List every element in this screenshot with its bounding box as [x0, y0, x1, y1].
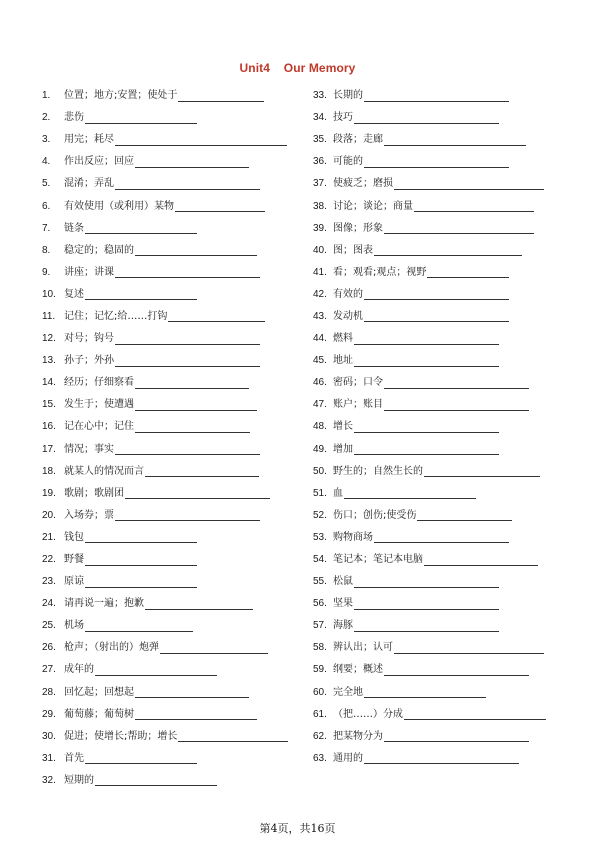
item-number: 57.	[313, 620, 327, 632]
answer-blank[interactable]	[414, 201, 534, 212]
answer-blank[interactable]	[364, 289, 509, 300]
item-prompt: 把某物分为	[333, 730, 383, 742]
vocab-item	[42, 748, 312, 770]
vocab-item	[42, 439, 312, 461]
answer-blank[interactable]	[135, 400, 257, 411]
vocab-column-left	[42, 85, 312, 792]
item-number: 54.	[313, 554, 327, 566]
item-number: 4.	[42, 156, 51, 168]
item-number: 58.	[313, 642, 327, 654]
item-number: 5.	[42, 178, 51, 190]
answer-blank[interactable]	[404, 709, 546, 720]
item-prompt: 链条	[64, 222, 84, 234]
answer-blank[interactable]	[384, 135, 526, 146]
vocab-item	[42, 107, 312, 129]
item-number: 53.	[313, 531, 327, 543]
item-prompt: 图；图表	[333, 244, 373, 256]
vocab-item	[313, 527, 583, 549]
item-number: 42.	[313, 288, 327, 300]
answer-blank[interactable]	[85, 555, 197, 566]
item-prompt: 悲伤	[64, 112, 84, 124]
item-prompt: 笔记本；笔记本电脑	[333, 554, 423, 566]
answer-blank[interactable]	[354, 356, 499, 367]
item-number: 34.	[313, 112, 327, 124]
item-number: 33.	[313, 90, 327, 102]
item-prompt: 图像；形象	[333, 222, 383, 234]
item-prompt: 钱包	[64, 531, 84, 543]
item-number: 23.	[42, 576, 56, 588]
vocab-item	[313, 218, 583, 240]
answer-blank[interactable]	[135, 157, 249, 168]
vocab-item	[313, 704, 583, 726]
answer-blank[interactable]	[135, 378, 249, 389]
vocab-item	[313, 372, 583, 394]
item-number: 37.	[313, 178, 327, 190]
item-number: 47.	[313, 399, 327, 411]
item-number: 13.	[42, 355, 56, 367]
answer-blank[interactable]	[354, 599, 499, 610]
answer-blank[interactable]	[115, 444, 260, 455]
answer-blank[interactable]	[364, 687, 486, 698]
item-prompt: 复述	[64, 288, 84, 300]
vocab-item	[313, 151, 583, 173]
item-prompt: 首先	[64, 752, 84, 764]
vocab-item	[313, 615, 583, 637]
vocab-item	[42, 549, 312, 571]
item-number: 40.	[313, 244, 327, 256]
item-prompt: 增长	[333, 421, 353, 433]
answer-blank[interactable]	[354, 577, 499, 588]
answer-blank[interactable]	[354, 113, 499, 124]
item-prompt: 野餐	[64, 554, 84, 566]
item-prompt: 原谅	[64, 576, 84, 588]
vocab-item	[313, 394, 583, 416]
item-number: 16.	[42, 421, 56, 433]
item-prompt: 记住；记忆;给……打钩	[64, 310, 168, 322]
item-prompt: 纲要；概述	[333, 664, 383, 676]
vocab-item	[313, 328, 583, 350]
answer-blank[interactable]	[384, 400, 529, 411]
item-prompt: 回忆起；回想起	[64, 686, 134, 698]
answer-blank[interactable]	[354, 422, 499, 433]
item-number: 15.	[42, 399, 56, 411]
item-prompt: 有效使用（或利用）某物	[64, 200, 174, 212]
vocab-item	[42, 306, 312, 328]
item-number: 41.	[313, 266, 327, 278]
item-prompt: 长期的	[333, 90, 363, 102]
vocab-item	[42, 637, 312, 659]
item-number: 22.	[42, 554, 56, 566]
item-number: 55.	[313, 576, 327, 588]
item-prompt: 技巧	[333, 112, 353, 124]
item-prompt: 可能的	[333, 156, 363, 168]
vocab-item	[42, 659, 312, 681]
vocab-item	[42, 240, 312, 262]
vocab-item	[313, 748, 583, 770]
item-prompt: 就某人的情况而言	[64, 465, 144, 477]
answer-blank[interactable]	[364, 311, 509, 322]
vocab-item	[313, 505, 583, 527]
vocab-item	[42, 372, 312, 394]
item-number: 6.	[42, 200, 51, 212]
answer-blank[interactable]	[364, 91, 509, 102]
item-prompt: 讲座；讲课	[64, 266, 114, 278]
answer-blank[interactable]	[145, 466, 259, 477]
answer-blank[interactable]	[85, 289, 197, 300]
vocab-item	[313, 682, 583, 704]
item-number: 38.	[313, 200, 327, 212]
answer-blank[interactable]	[427, 267, 509, 278]
answer-blank[interactable]	[384, 665, 529, 676]
answer-blank[interactable]	[354, 334, 499, 345]
item-number: 8.	[42, 244, 51, 256]
item-number: 50.	[313, 465, 327, 477]
answer-blank[interactable]	[85, 577, 197, 588]
vocab-item	[42, 770, 312, 792]
item-prompt: 入场券；票	[64, 509, 114, 521]
item-number: 45.	[313, 355, 327, 367]
item-prompt: 通用的	[333, 752, 363, 764]
vocab-item	[42, 394, 312, 416]
answer-blank[interactable]	[115, 334, 260, 345]
vocab-item	[42, 527, 312, 549]
vocab-item	[313, 461, 583, 483]
answer-blank[interactable]	[135, 709, 257, 720]
vocab-item	[313, 306, 583, 328]
item-prompt: 短期的	[64, 774, 94, 786]
item-number: 3.	[42, 134, 51, 146]
item-prompt: 孙子；外孙	[64, 355, 114, 367]
vocab-item	[42, 195, 312, 217]
item-prompt: 辨认出；认可	[333, 642, 393, 654]
item-prompt: 机场	[64, 620, 84, 632]
item-number: 35.	[313, 134, 327, 146]
item-prompt: 发生于；使遭遇	[64, 399, 134, 411]
item-number: 10.	[42, 288, 56, 300]
item-number: 17.	[42, 443, 56, 455]
item-number: 48.	[313, 421, 327, 433]
answer-blank[interactable]	[135, 422, 250, 433]
vocab-item	[42, 615, 312, 637]
item-number: 28.	[42, 686, 56, 698]
item-prompt: 地址	[333, 355, 353, 367]
item-number: 25.	[42, 620, 56, 632]
item-number: 20.	[42, 509, 56, 521]
answer-blank[interactable]	[384, 223, 534, 234]
vocab-item	[42, 284, 312, 306]
vocab-item	[42, 483, 312, 505]
answer-blank[interactable]	[115, 267, 260, 278]
answer-blank[interactable]	[374, 245, 522, 256]
item-prompt: 用完；耗尽	[64, 134, 114, 146]
answer-blank[interactable]	[85, 621, 193, 632]
item-prompt: 密码；口令	[333, 377, 383, 389]
item-number: 9.	[42, 266, 51, 278]
vocab-item	[313, 726, 583, 748]
answer-blank[interactable]	[424, 555, 538, 566]
item-number: 24.	[42, 598, 56, 610]
vocab-item	[42, 218, 312, 240]
vocab-item	[42, 173, 312, 195]
answer-blank[interactable]	[394, 179, 544, 190]
answer-blank[interactable]	[135, 245, 257, 256]
item-prompt: 购物商场	[333, 531, 373, 543]
vocab-item	[42, 704, 312, 726]
answer-blank[interactable]	[354, 444, 499, 455]
answer-blank[interactable]	[175, 201, 265, 212]
item-number: 7.	[42, 222, 51, 234]
item-number: 27.	[42, 664, 56, 676]
answer-blank[interactable]	[384, 378, 529, 389]
vocab-item	[42, 151, 312, 173]
vocab-item	[313, 593, 583, 615]
vocab-item	[313, 240, 583, 262]
item-prompt: 发动机	[333, 310, 363, 322]
item-prompt: 作出反应；回应	[64, 156, 134, 168]
item-prompt: 葡萄藤；葡萄树	[64, 708, 134, 720]
item-number: 11.	[42, 310, 56, 322]
item-number: 51.	[313, 487, 327, 499]
item-number: 21.	[42, 531, 56, 543]
item-prompt: 野生的；自然生长的	[333, 465, 423, 477]
answer-blank[interactable]	[85, 223, 197, 234]
item-prompt: 看；观看;观点；视野	[333, 266, 427, 278]
vocab-item	[42, 328, 312, 350]
answer-blank[interactable]	[178, 91, 264, 102]
item-prompt: 经历；仔细察看	[64, 377, 134, 389]
answer-blank[interactable]	[424, 466, 540, 477]
answer-blank[interactable]	[168, 311, 265, 322]
item-prompt: 伤口；创伤;使受伤	[333, 509, 417, 521]
item-number: 32.	[42, 774, 56, 786]
vocab-item	[42, 726, 312, 748]
answer-blank[interactable]	[384, 731, 529, 742]
item-number: 31.	[42, 752, 56, 764]
item-prompt: 有效的	[333, 288, 363, 300]
item-prompt: 枪声；（射出的）炮弹	[64, 642, 159, 654]
vocab-item	[42, 350, 312, 372]
answer-blank[interactable]	[364, 753, 519, 764]
item-number: 12.	[42, 333, 56, 345]
item-prompt: 海豚	[333, 620, 353, 632]
vocab-item	[42, 682, 312, 704]
item-prompt: 情况；事实	[64, 443, 114, 455]
vocab-item	[42, 416, 312, 438]
answer-blank[interactable]	[364, 157, 509, 168]
item-number: 30.	[42, 730, 56, 742]
item-number: 62.	[313, 730, 327, 742]
item-number: 60.	[313, 686, 327, 698]
item-prompt: 讨论；谈论；商量	[333, 200, 413, 212]
page-title: Unit4 Our Memory	[239, 61, 356, 75]
vocab-item	[313, 129, 583, 151]
vocab-item	[42, 85, 312, 107]
vocab-item	[313, 439, 583, 461]
item-number: 18.	[42, 465, 56, 477]
vocab-item	[42, 262, 312, 284]
item-number: 52.	[313, 509, 327, 521]
vocab-item	[313, 262, 583, 284]
answer-blank[interactable]	[125, 488, 270, 499]
item-prompt: 记在心中；记住	[64, 421, 134, 433]
item-number: 2.	[42, 112, 51, 124]
vocab-item	[313, 659, 583, 681]
answer-blank[interactable]	[354, 621, 499, 632]
item-prompt: 完全地	[333, 686, 363, 698]
item-number: 19.	[42, 487, 56, 499]
item-number: 14.	[42, 377, 56, 389]
item-prompt: 混淆；弄乱	[64, 178, 114, 190]
vocab-item	[313, 195, 583, 217]
vocab-item	[42, 461, 312, 483]
answer-blank[interactable]	[95, 775, 217, 786]
item-number: 1.	[42, 90, 51, 102]
item-number: 46.	[313, 377, 327, 389]
answer-blank[interactable]	[160, 643, 268, 654]
answer-blank[interactable]	[115, 179, 260, 190]
answer-blank[interactable]	[85, 532, 197, 543]
vocab-item	[42, 571, 312, 593]
vocab-item	[313, 416, 583, 438]
item-prompt: 稳定的；稳固的	[64, 244, 134, 256]
item-number: 56.	[313, 598, 327, 610]
vocab-item	[313, 571, 583, 593]
item-prompt: 燃料	[333, 333, 353, 345]
answer-blank[interactable]	[394, 643, 544, 654]
item-number: 39.	[313, 222, 327, 234]
vocab-item	[313, 107, 583, 129]
answer-blank[interactable]	[417, 510, 512, 521]
item-number: 49.	[313, 443, 327, 455]
item-prompt: （把……）分成	[333, 708, 403, 720]
item-number: 63.	[313, 752, 327, 764]
answer-blank[interactable]	[374, 532, 509, 543]
vocab-item	[313, 284, 583, 306]
vocab-item	[313, 549, 583, 571]
item-prompt: 坚果	[333, 598, 353, 610]
item-prompt: 成年的	[64, 664, 94, 676]
item-prompt: 增加	[333, 443, 353, 455]
item-number: 61.	[313, 708, 327, 720]
item-prompt: 对号；钩号	[64, 333, 114, 345]
vocab-item	[42, 593, 312, 615]
vocab-item	[313, 637, 583, 659]
answer-blank[interactable]	[115, 356, 260, 367]
answer-blank[interactable]	[85, 753, 197, 764]
answer-blank[interactable]	[115, 510, 260, 521]
item-number: 26.	[42, 642, 56, 654]
answer-blank[interactable]	[178, 731, 288, 742]
item-prompt: 血	[333, 487, 343, 499]
item-prompt: 请再说一遍；抱歉	[64, 598, 144, 610]
item-prompt: 使疲乏；磨损	[333, 178, 393, 190]
vocab-item	[42, 505, 312, 527]
item-prompt: 账户；账目	[333, 399, 383, 411]
page-footer: 第4页，共16页	[259, 822, 336, 835]
item-number: 59.	[313, 664, 327, 676]
answer-blank[interactable]	[85, 113, 197, 124]
vocab-item	[313, 85, 583, 107]
answer-blank[interactable]	[135, 687, 249, 698]
item-prompt: 促进；使增长;帮助；增长	[64, 730, 178, 742]
vocab-item	[313, 350, 583, 372]
item-number: 36.	[313, 156, 327, 168]
answer-blank[interactable]	[115, 135, 287, 146]
answer-blank[interactable]	[344, 488, 476, 499]
item-number: 44.	[313, 333, 327, 345]
item-prompt: 段落；走廊	[333, 134, 383, 146]
vocab-item	[313, 483, 583, 505]
item-prompt: 位置；地方;安置；使处于	[64, 90, 178, 102]
answer-blank[interactable]	[95, 665, 217, 676]
vocab-item	[42, 129, 312, 151]
answer-blank[interactable]	[145, 599, 253, 610]
vocab-column-right	[313, 85, 583, 770]
item-prompt: 歌剧；歌剧团	[64, 487, 124, 499]
item-number: 29.	[42, 708, 56, 720]
item-number: 43.	[313, 310, 327, 322]
item-prompt: 松鼠	[333, 576, 353, 588]
vocab-item	[313, 173, 583, 195]
